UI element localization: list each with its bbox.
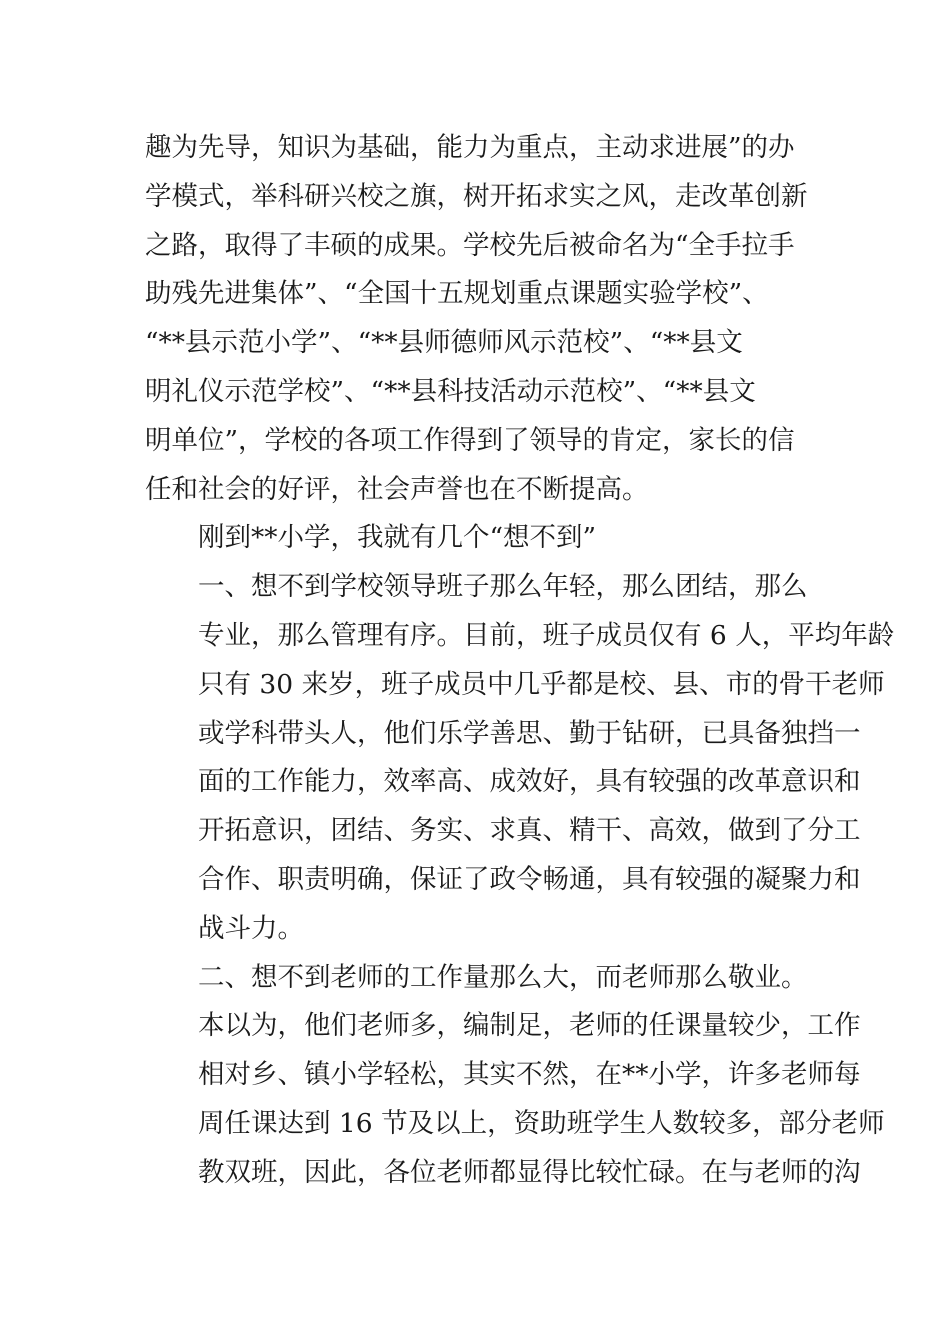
text-line: 任和社会的好评，社会声誉也在不断提高。 — [145, 473, 649, 505]
text-line: 战斗力。 — [198, 912, 304, 944]
text-line: 一、想不到学校领导班子那么年轻，那么团结，那么 — [198, 571, 808, 603]
text-line: 开拓意识，团结、务实、求真、精干、高效，做到了分工 — [198, 815, 861, 847]
text-line: 趣为先导，知识为基础，能力为重点，主动求进展”的办 — [145, 132, 795, 163]
text-line: 合作、职责明确，保证了政令畅通，具有较强的凝聚力和 — [198, 863, 861, 895]
text-line: 本以为，他们老师多，编制足，老师的任课量较少，工作 — [198, 1010, 861, 1042]
text-line: 相对乡、镇小学轻松，其实不然，在**小学，许多老师每 — [198, 1059, 861, 1091]
text-line: 明单位”，学校的各项工作得到了领导的肯定，家长的信 — [145, 424, 795, 456]
body-text — [145, 124, 895, 1198]
text-line: 或学科带头人，他们乐学善思、勤于钻研，已具备独挡一 — [198, 717, 861, 749]
text-line: 只有 30 来岁，班子成员中几乎都是校、县、市的骨干老师 — [198, 668, 885, 700]
paragraph — [145, 954, 885, 1198]
text-line: 助残先进集体”、“全国十五规划重点课题实验学校”、 — [145, 278, 769, 310]
text-line: 明礼仪示范学校”、“**县科技活动示范校”、“**县文 — [145, 375, 756, 407]
text-line: 面的工作能力，效率高、成效好，具有较强的改革意识和 — [198, 766, 861, 798]
text-line: 之路，取得了丰硕的成果。学校先后被命名为“全手拉手 — [145, 229, 795, 261]
text-line: 学模式，举科研兴校之旗，树开拓求实之风，走改革创新 — [145, 180, 808, 212]
text-line: 刚到**小学，我就有几个“想不到” — [198, 522, 597, 554]
text-line: 教双班，因此，各位老师都显得比较忙碌。在与老师的沟 — [198, 1156, 861, 1188]
paragraph — [145, 124, 807, 514]
text-line: 专业，那么管理有序。目前，班子成员仅有 6 人，平均年龄 — [198, 619, 895, 651]
text-line: 二、想不到老师的工作量那么大，而老师那么敬业。 — [198, 961, 808, 993]
paragraph — [145, 514, 807, 563]
text-line: 周任课达到 16 节及以上，资助班学生人数较多，部分老师 — [198, 1107, 885, 1139]
text-line: “**县示范小学”、“**县师德师风示范校”、“**县文 — [145, 327, 743, 359]
paragraph — [145, 563, 895, 953]
